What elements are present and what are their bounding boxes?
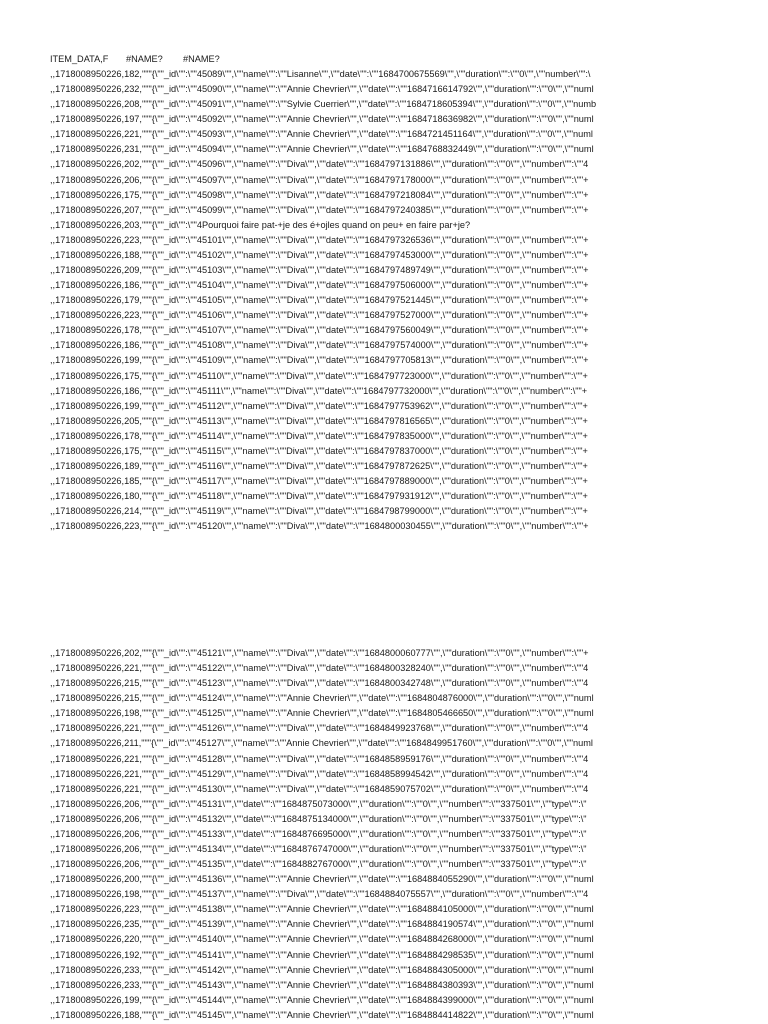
data-row: ,,1718008950226,188,"""{\""_id\"":\""45145\"",\""name\"":\""Annie Chevrier\"",\""date\"":\""1684884414822\"",\""duration\"":\""0\"",\""numl bbox=[50, 1009, 594, 1020]
data-row: ,,1718008950226,208,"""{\""_id\"":\""45091\"",\""name\"":\""Sylvie Cuerrier\"",\""date\"":\""1684718605394\"",\""duration\"":\""0\"",\""numb bbox=[50, 99, 597, 110]
data-row: ,,1718008950226,179,"""{\""_id\"":\""45105\"",\""name\"":\""Diva\"",\""date\"":\""1684797521445\"",\""duration\"":\""0\"",\""number\"":\""+ bbox=[50, 295, 589, 306]
data-row: ,,1718008950226,209,"""{\""_id\"":\""45103\"",\""name\"":\""Diva\"",\""date\"":\""1684797489749\"",\""duration\"":\""0\"",\""number\"":\""+ bbox=[50, 265, 589, 276]
header-row bbox=[50, 52, 684, 67]
data-row: ,,1718008950226,221,"""{\""_id\"":\""45128\"",\""name\"":\""Diva\"",\""date\"":\""1684858959176\"",\""duration\"":\""0\"",\""number\"":\""4 bbox=[50, 753, 589, 764]
data-row: ,,1718008950226,185,"""{\""_id\"":\""45117\"",\""name\"":\""Diva\"",\""date\"":\""1684797889000\"",\""duration\"":\""0\"",\""number\"":\""+ bbox=[50, 476, 588, 487]
data-row: ,,1718008950226,186,"""{\""_id\"":\""45111\"",\""name\"":\""Diva\"",\""date\"":\""1684797732000\"",\""duration\"":\""0\"",\""number\"":\""+ bbox=[50, 385, 588, 396]
data-row: ,,1718008950226,178,"""{\""_id\"":\""45107\"",\""name\"":\""Diva\"",\""date\"":\""1684797560049\"",\""duration\"":\""0\"",\""number\"":\""+ bbox=[50, 325, 589, 336]
data-row: ,,1718008950226,211,"""{\""_id\"":\""45127\"",\""name\"":\""Annie Chevrier\"",\""date\"":\""1684849951760\"",\""duration\"":\""0\"",\""numl bbox=[50, 738, 593, 749]
data-row: ,,1718008950226,235,"""{\""_id\"":\""45139\"",\""name\"":\""Annie Chevrier\"",\""date\"":\""1684884190574\"",\""duration\"":\""0\"",\""numl bbox=[50, 919, 594, 930]
data-row: ,,1718008950226,175,"""{\""_id\"":\""45098\"",\""name\"":\""Diva\"",\""date\"":\""1684797218084\"",\""duration\"":\""0\"",\""number\"":\""+ bbox=[50, 189, 589, 200]
bottom-data-block bbox=[50, 646, 734, 1023]
data-row: ,,1718008950226,188,"""{\""_id\"":\""45102\"",\""name\"":\""Diva\"",\""date\"":\""1684797453000\"",\""duration\"":\""0\"",\""number\"":\""+ bbox=[50, 249, 589, 260]
data-row: ,,1718008950226,206,"""{\""_id\"":\""45131\"",\""date\"":\""1684875073000\"",\""duration\"":\""0\"",\""number\"":\""337501\"",\""type\"":\" bbox=[50, 798, 587, 809]
data-row: ,,1718008950226,206,"""{\""_id\"":\""45132\"",\""date\"":\""1684875134000\"",\""duration\"":\""0\"",\""number\"":\""337501\"",\""type\"":\" bbox=[50, 813, 587, 824]
data-row: ,,1718008950226,186,"""{\""_id\"":\""45104\"",\""name\"":\""Diva\"",\""date\"":\""1684797506000\"",\""duration\"":\""0\"",\""number\"":\""+ bbox=[50, 280, 589, 291]
data-row: ,,1718008950226,221,"""{\""_id\"":\""45093\"",\""name\"":\""Annie Chevrier\"",\""date\"":\""1684721451164\"",\""duration\"":\""0\"",\""numl bbox=[50, 129, 593, 140]
data-row: ,,1718008950226,175,"""{\""_id\"":\""45115\"",\""name\"":\""Diva\"",\""date\"":\""1684797837000\"",\""duration\"":\""0\"",\""number\"":\""+ bbox=[50, 445, 588, 456]
data-row: ,,1718008950226,221,"""{\""_id\"":\""45129\"",\""name\"":\""Diva\"",\""date\"":\""1684858994542\"",\""duration\"":\""0\"",\""number\"":\""4 bbox=[50, 768, 589, 779]
data-row: ,,1718008950226,206,"""{\""_id\"":\""45135\"",\""date\"":\""1684882767000\"",\""duration\"":\""0\"",\""number\"":\""337501\"",\""type\"":\" bbox=[50, 859, 587, 870]
data-row: ,,1718008950226,199,"""{\""_id\"":\""45144\"",\""name\"":\""Annie Chevrier\"",\""date\"":\""1684884399000\"",\""duration\"":\""0\"",\""numl bbox=[50, 994, 594, 1005]
data-row: ,,1718008950226,206,"""{\""_id\"":\""45133\"",\""date\"":\""1684876695000\"",\""duration\"":\""0\"",\""number\"":\""337501\"",\""type\"":\" bbox=[50, 828, 587, 839]
data-row: ,,1718008950226,223,"""{\""_id\"":\""45101\"",\""name\"":\""Diva\"",\""date\"":\""1684797326536\"",\""duration\"":\""0\"",\""number\"":\""+ bbox=[50, 234, 589, 245]
data-row: ,,1718008950226,202,"""{\""_id\"":\""45096\"",\""name\"":\""Diva\"",\""date\"":\""1684797131886\"",\""duration\"":\""0\"",\""number\"":\""4 bbox=[50, 159, 589, 170]
data-row: ,,1718008950226,232,"""{\""_id\"":\""45090\"",\""name\"":\""Annie Chevrier\"",\""date\"":\""1684716614792\"",\""duration\"":\""0\"",\""numl bbox=[50, 84, 594, 95]
data-row: ,,1718008950226,202,"""{\""_id\"":\""45121\"",\""name\"":\""Diva\"",\""date\"":\""1684800060777\"",\""duration\"":\""0\"",\""number\"":\""+ bbox=[50, 648, 589, 658]
data-row: ,,1718008950226,197,"""{\""_id\"":\""45092\"",\""name\"":\""Annie Chevrier\"",\""date\"":\""1684718636982\"",\""duration\"":\""0\"",\""numl bbox=[50, 114, 594, 125]
data-row: ,,1718008950226,203,"""{\""_id\"":\""4Pourquoi faire pat-+je des é+ojles quand on peu+ en faire par+je? bbox=[50, 219, 471, 230]
top-rows bbox=[50, 67, 684, 534]
data-row: ,,1718008950226,233,"""{\""_id\"":\""45142\"",\""name\"":\""Annie Chevrier\"",\""date\"":\""1684884305000\"",\""duration\"":\""0\"",\""numl bbox=[50, 964, 594, 975]
data-row: ,,1718008950226,223,"""{\""_id\"":\""45120\"",\""name\"":\""Diva\"",\""date\"":\""1684800030455\"",\""duration\"":\""0\"",\""number\"":\""+ bbox=[50, 521, 589, 532]
data-row: ,,1718008950226,189,"""{\""_id\"":\""45116\"",\""name\"":\""Diva\"",\""date\"":\""1684797872625\"",\""duration\"":\""0\"",\""number\"":\""+ bbox=[50, 461, 588, 472]
data-row: ,,1718008950226,221,"""{\""_id\"":\""45122\"",\""name\"":\""Diva\"",\""date\"":\""1684800328240\"",\""duration\"":\""0\"",\""number\"":\""4 bbox=[50, 663, 589, 674]
data-row: ,,1718008950226,182,"""{\""_id\"":\""45089\"",\""name\"":\""Lisanne\"",\""date\"":\""1684700675569\"",\""duration\"":\""0\"",\""number\"":\ bbox=[50, 69, 591, 79]
data-row: ,,1718008950226,186,"""{\""_id\"":\""45108\"",\""name\"":\""Diva\"",\""date\"":\""1684797574000\"",\""duration\"":\""0\"",\""number\"":\""+ bbox=[50, 340, 589, 351]
data-row: ,,1718008950226,223,"""{\""_id\"":\""45106\"",\""name\"":\""Diva\"",\""date\"":\""1684797527000\"",\""duration\"":\""0\"",\""number\"":\""+ bbox=[50, 310, 589, 321]
data-row: ,,1718008950226,199,"""{\""_id\"":\""45109\"",\""name\"":\""Diva\"",\""date\"":\""1684797705813\"",\""duration\"":\""0\"",\""number\"":\""+ bbox=[50, 355, 589, 366]
data-row: ,,1718008950226,206,"""{\""_id\"":\""45097\"",\""name\"":\""Diva\"",\""date\"":\""1684797178000\"",\""duration\"":\""0\"",\""number\"":\""+ bbox=[50, 174, 589, 185]
data-row: ,,1718008950226,178,"""{\""_id\"":\""45114\"",\""name\"":\""Diva\"",\""date\"":\""1684797835000\"",\""duration\"":\""0\"",\""number\"":\""+ bbox=[50, 430, 588, 441]
data-row: ,,1718008950226,200,"""{\""_id\"":\""45136\"",\""name\"":\""Annie Chevrier\"",\""date\"":\""1684884055290\"",\""duration\"":\""0\"",\""numl bbox=[50, 874, 594, 885]
data-row: ,,1718008950226,221,"""{\""_id\"":\""45130\"",\""name\"":\""Diva\"",\""date\"":\""1684859075702\"",\""duration\"":\""0\"",\""number\"":\""4 bbox=[50, 783, 589, 794]
data-row: ,,1718008950226,221,"""{\""_id\"":\""45126\"",\""name\"":\""Diva\"",\""date\"":\""1684849923768\"",\""duration\"":\""0\"",\""number\"":\""4 bbox=[50, 723, 589, 734]
data-row: ,,1718008950226,233,"""{\""_id\"":\""45143\"",\""name\"":\""Annie Chevrier\"",\""date\"":\""1684884380393\"",\""duration\"":\""0\"",\""numl bbox=[50, 979, 594, 990]
data-row: ,,1718008950226,231,"""{\""_id\"":\""45094\"",\""name\"":\""Annie Chevrier\"",\""date\"":\""1684768832449\"",\""duration\"":\""0\"",\""numl bbox=[50, 144, 594, 155]
data-row: ,,1718008950226,215,"""{\""_id\"":\""45124\"",\""name\"":\""Annie Chevrier\"",\""date\"":\""1684804876000\"",\""duration\"":\""0\"",\""numl bbox=[50, 693, 594, 704]
data-row: ,,1718008950226,180,"""{\""_id\"":\""45118\"",\""name\"":\""Diva\"",\""date\"":\""1684797931912\"",\""duration\"":\""0\"",\""number\"":\""+ bbox=[50, 491, 588, 502]
top-data-block bbox=[50, 52, 684, 534]
data-row: ,,1718008950226,215,"""{\""_id\"":\""45123\"",\""name\"":\""Diva\"",\""date\"":\""1684800342748\"",\""duration\"":\""0\"",\""number\"":\""4 bbox=[50, 678, 589, 689]
data-row: ,,1718008950226,206,"""{\""_id\"":\""45134\"",\""date\"":\""1684876747000\"",\""duration\"":\""0\"",\""number\"":\""337501\"",\""type\"":\" bbox=[50, 844, 587, 855]
header-name-2: #NAME? bbox=[183, 54, 220, 64]
data-row: ,,1718008950226,207,"""{\""_id\"":\""45099\"",\""name\"":\""Diva\"",\""date\"":\""1684797240385\"",\""duration\"":\""0\"",\""number\"":\""+ bbox=[50, 204, 589, 215]
data-row: ,,1718008950226,205,"""{\""_id\"":\""45113\"",\""name\"":\""Diva\"",\""date\"":\""1684797816565\"",\""duration\"":\""0\"",\""number\"":\""+ bbox=[50, 415, 588, 426]
data-row: ,,1718008950226,214,"""{\""_id\"":\""45119\"",\""name\"":\""Diva\"",\""date\"":\""1684798799000\"",\""duration\"":\""0\"",\""number\"":\""+ bbox=[50, 506, 588, 517]
data-row: ,,1718008950226,198,"""{\""_id\"":\""45125\"",\""name\"":\""Annie Chevrier\"",\""date\"":\""1684805466650\"",\""duration\"":\""0\"",\""numl bbox=[50, 708, 594, 719]
data-row: ,,1718008950226,223,"""{\""_id\"":\""45138\"",\""name\"":\""Annie Chevrier\"",\""date\"":\""1684884105000\"",\""duration\"":\""0\"",\""numl bbox=[50, 904, 594, 915]
header-item-data: ITEM_DATA,F bbox=[50, 54, 109, 64]
data-row: ,,1718008950226,175,"""{\""_id\"":\""45110\"",\""name\"":\""Diva\"",\""date\"":\""1684797723000\"",\""duration\"":\""0\"",\""number\"":\""+ bbox=[50, 370, 588, 381]
data-row: ,,1718008950226,192,"""{\""_id\"":\""45141\"",\""name\"":\""Annie Chevrier\"",\""date\"":\""1684884298535\"",\""duration\"":\""0\"",\""numl bbox=[50, 949, 594, 960]
header-name-1: #NAME? bbox=[126, 54, 163, 64]
data-row: ,,1718008950226,198,"""{\""_id\"":\""45137\"",\""name\"":\""Diva\"",\""date\"":\""1684884075557\"",\""duration\"":\""0\"",\""number\"":\""4 bbox=[50, 889, 589, 900]
data-row: ,,1718008950226,199,"""{\""_id\"":\""45112\"",\""name\"":\""Diva\"",\""date\"":\""1684797753962\"",\""duration\"":\""0\"",\""number\"":\""+ bbox=[50, 400, 588, 411]
data-row: ,,1718008950226,220,"""{\""_id\"":\""45140\"",\""name\"":\""Annie Chevrier\"",\""date\"":\""1684884268000\"",\""duration\"":\""0\"",\""numl bbox=[50, 934, 594, 945]
